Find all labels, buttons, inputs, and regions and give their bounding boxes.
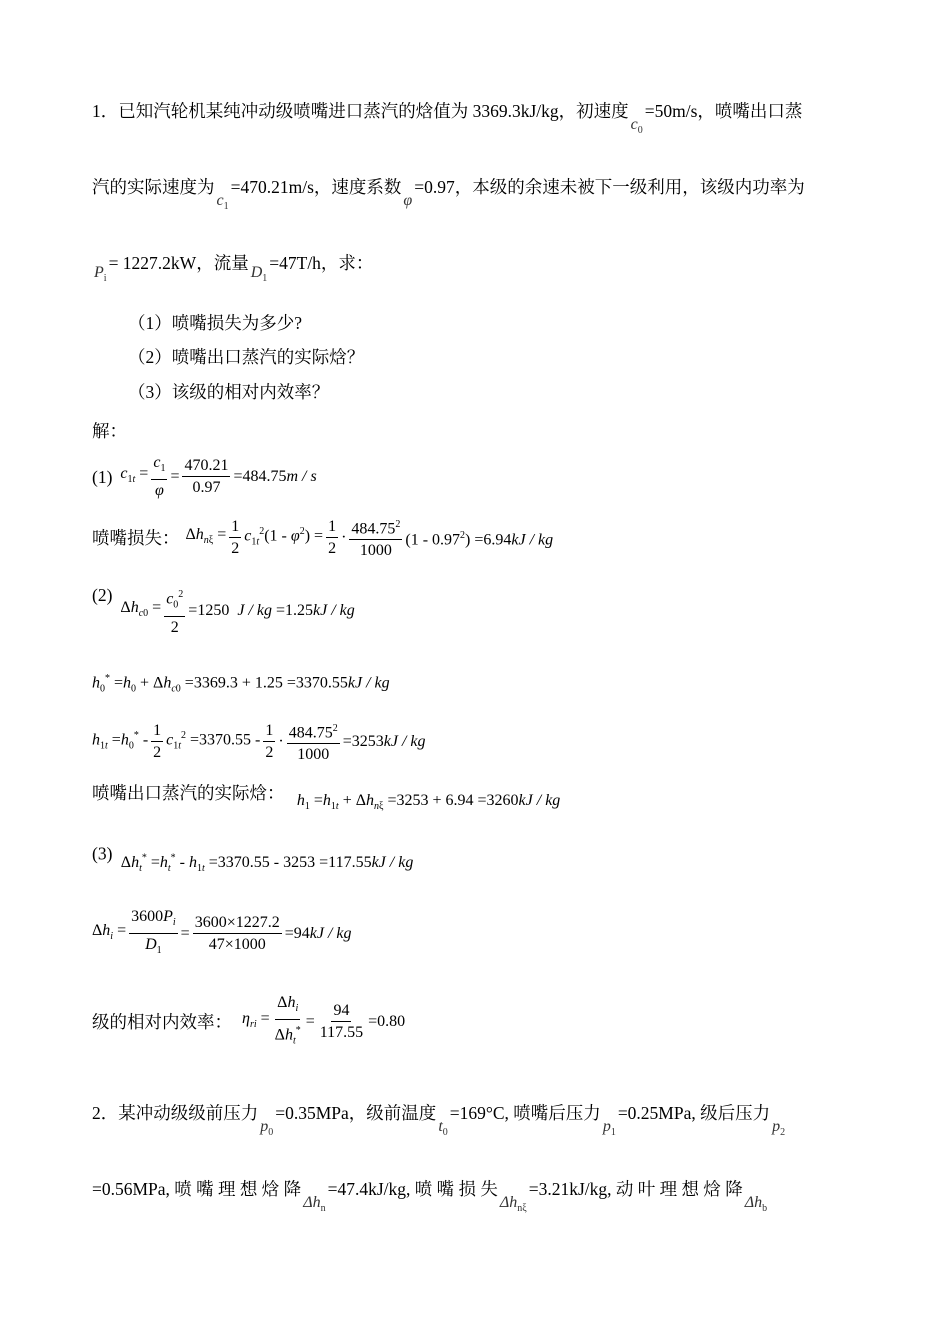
symbol-c0: $c_0$: [630, 116, 643, 137]
q1-sub2: （2）喷嘴出口蒸汽的实际焓？: [128, 347, 365, 367]
symbol-phi: φ: [403, 192, 413, 209]
efficiency-label: 级的相对内效率：: [92, 1011, 232, 1032]
part1-label: (1): [92, 466, 113, 487]
q1-line3: [92, 252, 373, 290]
eq-h0-star: $h_0^* =h_0 + \Delta h_{c0} =3369.3 + 1.25 =3370.55kJ$ / kg: [92, 673, 390, 695]
q1-line2-c: =0.97，本级的余速未被下一级利用，该级内功率为: [414, 177, 805, 197]
eq-h1t: $h_{1t} =h_0^*$ - $\frac{1}{2}$ $c_{1t}^2 =3370.55$ - $\frac{1}{2}$ · $\frac{484.75^2}{1000}$ =3253kJ / kg: [92, 718, 426, 764]
symbol-p0: $p_0$: [260, 1118, 274, 1139]
nozzle-loss-label: 喷嘴损失：: [92, 527, 180, 548]
symbol-dhnxi: $\Delta h_{n\xi}$: [499, 1194, 527, 1215]
part2-label: (2): [92, 585, 113, 605]
q1-line2: [92, 176, 805, 218]
q1-line3-a: = 1227.2kW，流量: [108, 253, 249, 273]
q1-line1-a: 1．已知汽轮机某纯冲动级喷嘴进口蒸汽的焓值为 3369.3kJ/kg，初速度: [92, 101, 629, 121]
eq-dht-star: (3) $\Delta h_t^* =h_t^* - h_{1t} =3370.55 - 3253 =117.55kJ$ / kg: [92, 843, 414, 875]
q2-line2: [92, 1178, 769, 1220]
q2-line1-a: 2．某冲动级级前压力: [92, 1103, 259, 1123]
symbol-t0: $t_0$: [438, 1118, 448, 1139]
symbol-p2: $p_2$: [772, 1118, 786, 1139]
q2-line2-b: =47.4kJ/kg, 喷 嘴 损 失: [327, 1179, 498, 1199]
q2-line1-c: =169°C, 喷嘴后压力: [449, 1103, 601, 1123]
part3-label: (3): [92, 843, 113, 864]
eq-c1t: (1) $c_{1t}$ = $\frac{c_1}{\varphi}$ = $\frac{470.21}{0.97}$ =484.75m / s: [92, 454, 317, 500]
eq-nozzle-loss: 喷嘴损失： $\Delta h_{n\xi}$ = $\frac{1}{2}$ $c_{1t}^2(1 - \varphi^2)$ = $\frac{1}{2}$ · $\frac{484.75^2}{1000}$ $(1 - 0.97^2) =6.94kJ$ / kg: [92, 514, 553, 560]
eq-eta: 级的相对内效率： $\eta_{ri}$ = $\frac{\Delta h_i}{\Delta h_t^*}$ = $\frac{94}{117.55}$ =0.80: [92, 994, 406, 1047]
actual-enthalpy-label: 喷嘴出口蒸汽的实际焓：: [92, 783, 285, 803]
q2-line1-d: =0.25MPa, 级后压力: [617, 1103, 771, 1123]
eq-dhi: $\Delta h_i$ = $\frac{3600P_i}{D_1}$ = $\frac{3600\times 1227.2}{47\times 1000}$ =94kJ / kg: [92, 908, 352, 957]
eq-dhc0: (2) $\Delta h_{c0}$ = $\frac{c_0^2}{2}$ =1250 J / kg =1.25kJ / kg: [92, 585, 355, 636]
q1-line2-a: 汽的实际速度为: [92, 177, 215, 197]
q2-line2-c: =3.21kJ/kg, 动 叶 理 想 焓 降: [528, 1179, 743, 1199]
symbol-D1: $D_1$: [250, 264, 268, 285]
symbol-Pi: $P_i$: [94, 264, 107, 285]
q1-line3-b: =47T/h，求：: [269, 253, 374, 273]
symbol-dhn: $\Delta h_n$: [303, 1194, 326, 1215]
q2-line1-b: =0.35MPa，级前温度: [275, 1103, 437, 1123]
q1-sub3: （3）该级的相对内效率？: [128, 382, 330, 402]
q2-line1: [92, 1102, 787, 1144]
symbol-dhb: $\Delta h_b$: [744, 1194, 768, 1215]
q1-sub1: （1）喷嘴损失为多少?: [128, 313, 303, 333]
symbol-p1: $p_1$: [602, 1118, 616, 1139]
solution-label: 解：: [92, 421, 127, 441]
q2-line2-a: =0.56MPa, 喷 嘴 理 想 焓 降: [92, 1179, 302, 1199]
symbol-c1: $c_1$: [216, 192, 229, 213]
q1-line1: [92, 100, 802, 142]
eq-h1: 喷嘴出口蒸汽的实际焓： $h_1 =h_{1t} + \Delta h_{n\xi} =3253 + 6.94 =3260kJ$ / kg: [92, 783, 561, 813]
q1-line2-b: =470.21m/s，速度系数: [230, 177, 402, 197]
q1-line1-b: =50m/s，喷嘴出口蒸: [644, 101, 803, 121]
